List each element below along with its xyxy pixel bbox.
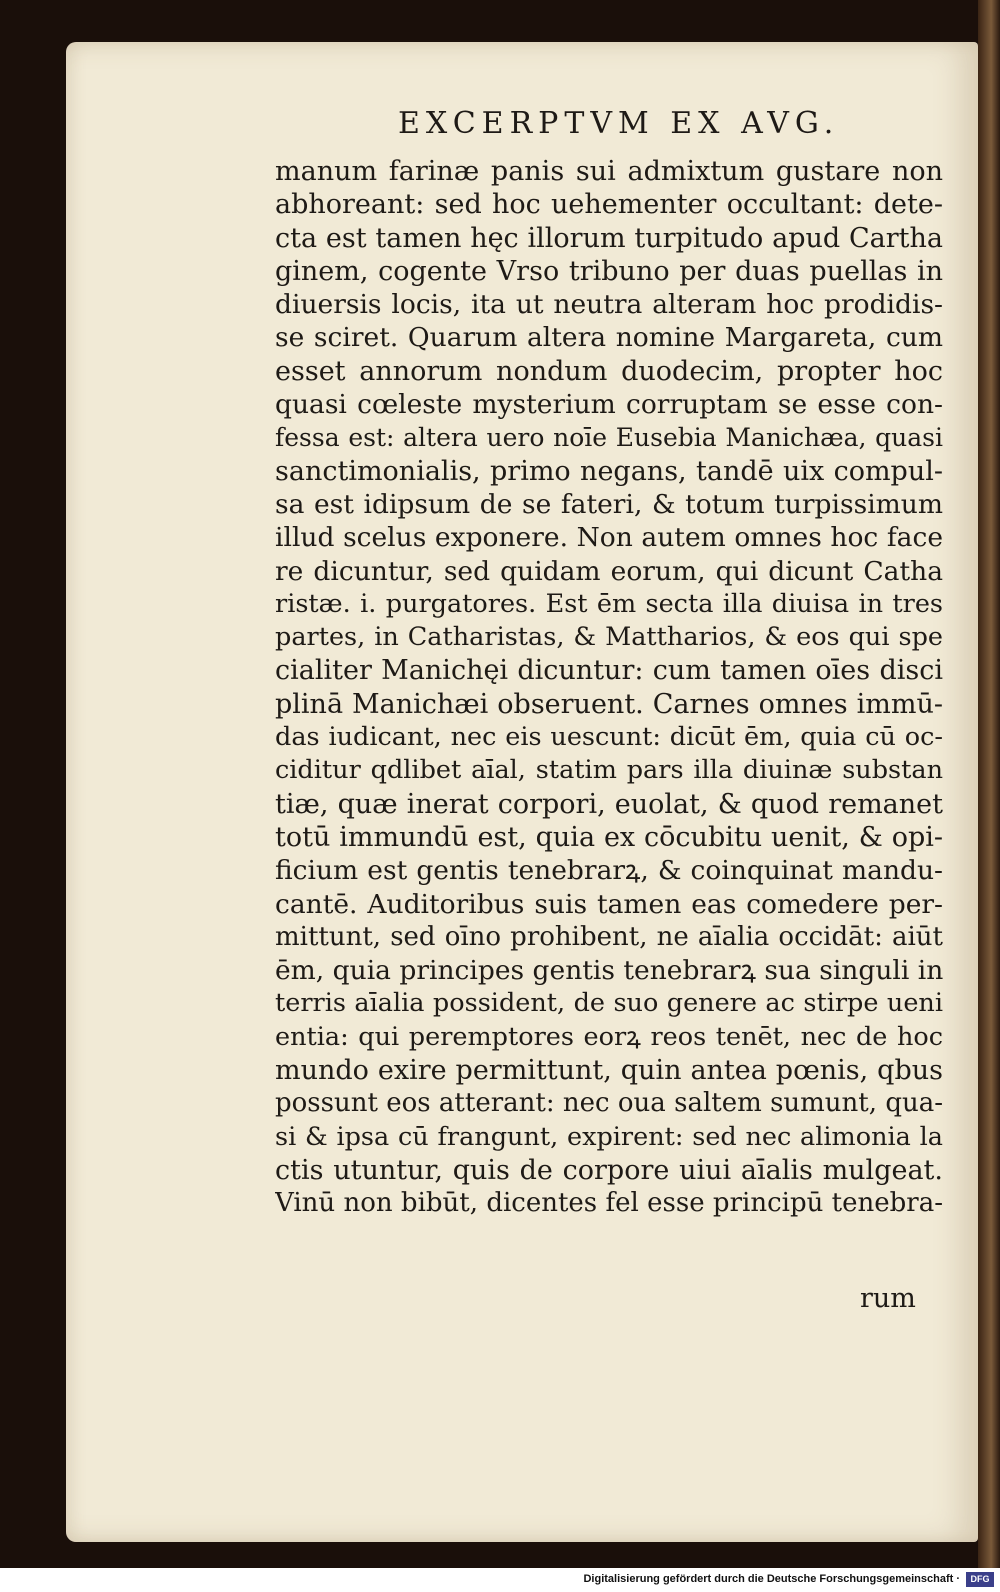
- text-line: ēm, quia principes gentis tenebrarꝝ sua singuli in: [275, 955, 943, 987]
- catchword: rum: [860, 1283, 916, 1314]
- text-line: se sciret. Quarum altera nomine Margareta, cum: [275, 322, 943, 354]
- dfg-logo: DFG: [966, 1572, 994, 1587]
- text-line: sanctimonialis, primo negans, tandē uix compul-: [275, 455, 943, 487]
- funding-notice: Digitalisierung gefördert durch die Deutsche Forschungsgemeinschaft ·: [583, 1573, 960, 1585]
- book-spine: [978, 0, 1000, 1568]
- text-line: totū immundū est, quia ex cōcubitu uenit, & opi-: [275, 821, 943, 853]
- text-line: ciditur qdlibet aīal, statim pars illa diuinæ substan: [275, 755, 943, 786]
- text-line: ginem, cogente Vrso tribuno per duas puellas in: [275, 255, 943, 287]
- text-line: Vinū non bibūt, dicentes fel esse principū tenebra-: [275, 1188, 943, 1219]
- text-line: tiæ, quæ inerat corpori, euolat, & quod remanet: [275, 788, 943, 820]
- text-line: ctis utuntur, quis de corpore uiui aīalis mulgeat.: [275, 1154, 943, 1186]
- text-line: ristæ. i. purgatores. Est ēm secta illa diuisa in tres: [275, 588, 943, 619]
- text-line: mundo exire permittunt, quin antea pœnis, qbus: [275, 1055, 943, 1087]
- text-line: sa est idipsum de se fateri, & totum turpissimum: [275, 488, 943, 520]
- text-line: si & ipsa cū frangunt, expirent: sed nec alimonia la: [275, 1121, 943, 1152]
- text-line: partes, in Catharistas, & Mattharios, & eos qui spe: [275, 622, 943, 653]
- text-line: re dicuntur, sed quidam eorum, qui dicunt Catha: [275, 555, 943, 587]
- text-line: diuersis locis, ita ut neutra alteram hoc prodidis-: [275, 289, 943, 321]
- text-line: entia: qui peremptores eorꝝ reos tenēt, nec de hoc: [275, 1021, 943, 1052]
- text-line: mittunt, sed oīno prohibent, ne aīalia occidāt: aiūt: [275, 921, 943, 952]
- text-line: esset annorum nondum duodecim, propter hoc: [275, 355, 943, 387]
- text-line: cialiter Manichęi dicuntur: cum tamen oīes disci: [275, 655, 943, 687]
- text-line: cantē. Auditoribus suis tamen eas comedere per-: [275, 888, 943, 920]
- text-line: quasi cœleste mysterium corruptam se esse con-: [275, 389, 943, 421]
- text-line: terris aīalia possident, de suo genere ac stirpe ueni: [275, 988, 943, 1019]
- footer: [0, 1568, 1000, 1592]
- text-line: illud scelus exponere. Non autem omnes hoc face: [275, 522, 943, 554]
- text-line: ficium est gentis tenebrarꝝ, & coinquinat mandu-: [275, 855, 943, 887]
- text-line: plinā Manichæi obseruent. Carnes omnes immū-: [275, 688, 943, 720]
- text-line: abhoreant: sed hoc uehementer occultant: dete-: [275, 189, 943, 221]
- text-line: manum farinæ panis sui admixtum gustare non: [275, 156, 943, 187]
- text-line: das iudicant, nec eis uescunt: dicūt ēm, quia cū oc-: [275, 722, 943, 753]
- text-line: possunt eos atterant: nec oua saltem sumunt, qua-: [275, 1088, 943, 1119]
- text-line: cta est tamen hęc illorum turpitudo apud Cartha: [275, 222, 943, 254]
- text-line: fessa est: altera uero noīe Eusebia Manichæa, quasi: [275, 423, 943, 453]
- running-head: EXCERPTVM EX AVG.: [398, 106, 840, 141]
- text-block: [275, 155, 943, 1221]
